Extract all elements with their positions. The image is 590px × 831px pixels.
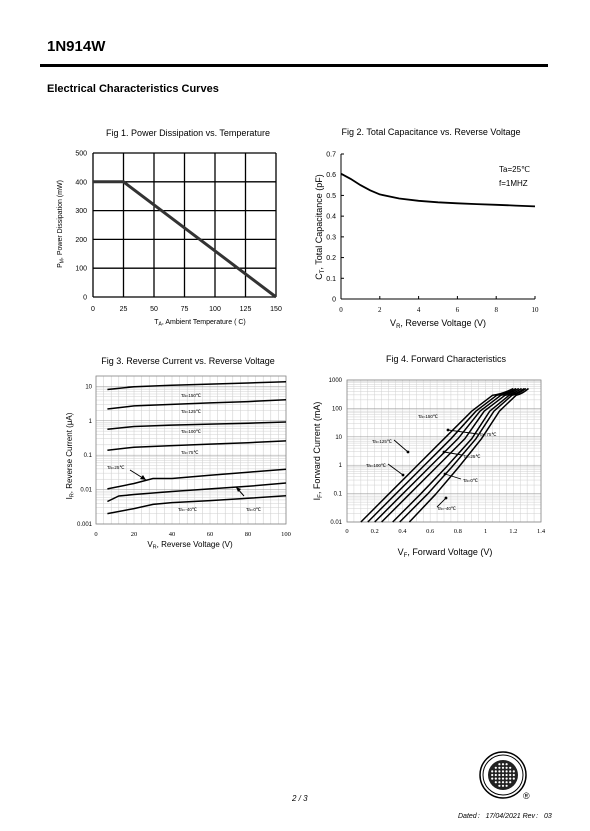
fig3-ytick: 0.01 (80, 487, 92, 494)
fig4-ylabel: $I_F$, Forward Current (mA) (312, 401, 324, 501)
fig2-title: Fig 2. Total Capacitance vs. Reverse Voltage (341, 127, 521, 137)
fig2-xtick: 10 (531, 306, 539, 314)
fig1-xtick: 50 (150, 306, 158, 313)
fig2-chart (314, 127, 539, 330)
fig1-ytick: 200 (75, 236, 87, 244)
seal-dot (506, 778, 508, 780)
fig4-ytick: 0.01 (330, 520, 342, 526)
seal-dot (498, 763, 500, 765)
fig1-xlabel: $T_A$, Ambient Temperature ( C) (154, 319, 246, 328)
fig4-xtick: 0.4 (398, 528, 407, 535)
fig3-series-label: Ta=-40℃ (178, 507, 197, 512)
seal-dot (502, 774, 504, 776)
fig2-ylabel: $C_T$, Total Capacitance (pF) (314, 174, 326, 280)
fig1-ytick: 500 (75, 150, 87, 158)
fig2-ytick: 0.4 (326, 213, 336, 221)
seal-dot (506, 763, 508, 765)
fig3-series-label: Ta=125℃ (181, 409, 201, 414)
fig4-ytick: 100 (331, 406, 342, 413)
fig2-ytick: 0.7 (326, 151, 336, 159)
fig4-ytick: 0.1 (333, 491, 342, 498)
fig2-xlabel: $V_R$, Reverse Voltage (V) (390, 318, 486, 330)
seal-dot (498, 774, 500, 776)
fig2-ytick: 0.2 (326, 255, 336, 263)
fig4-xtick: 1 (483, 528, 488, 535)
fig4-xtick: 0.8 (453, 528, 462, 535)
fig4-arrowhead (443, 451, 446, 454)
fig2-ticks (326, 152, 539, 315)
fig1-ylabel: $P_M$, Power Dissipation (mW) (57, 180, 66, 268)
fig1-chart (57, 128, 282, 328)
seal-dot (495, 767, 497, 769)
fig3-series-label: Ta=75℃ (181, 450, 199, 455)
fig4-series-label: Ta=75℃ (479, 432, 497, 437)
fig3-series-label: Ta=100℃ (181, 429, 201, 434)
fig4-arrowhead (447, 429, 450, 432)
fig1-ytick: 100 (75, 265, 87, 273)
seal-dot (502, 770, 504, 772)
seal-dot (506, 785, 508, 787)
fig3-title: Fig 3. Reverse Current vs. Reverse Voltage (101, 356, 275, 366)
fig3-ylabel: IR, Reverse Current (μA) (65, 412, 76, 500)
seal-dot (513, 770, 515, 772)
fig4-xtick: 0.2 (370, 528, 379, 535)
fig2-annotation-temp: Ta=25℃ (499, 165, 531, 174)
fig2-ytick: 0 (332, 296, 336, 304)
fig1-ytick: 400 (75, 179, 87, 187)
fig4-series-label: Ta=25℃ (463, 454, 481, 459)
seal-dot (498, 767, 500, 769)
seal-dot (502, 785, 504, 787)
fig4-arrowhead (402, 474, 405, 477)
fig3-xtick: 20 (130, 531, 138, 538)
registered-mark: ® (523, 791, 530, 801)
fig3-xtick: 60 (206, 531, 214, 538)
seal-dot (495, 774, 497, 776)
fig2-ytick: 0.1 (326, 275, 336, 283)
fig3-series-label: Ta=25℃ (107, 465, 125, 470)
fig2-xtick: 6 (455, 306, 460, 314)
seal-dot (495, 770, 497, 772)
fig4-xlabel: $V_F$, Forward Voltage (V) (397, 547, 493, 559)
fig4-series-label: Ta=100℃ (366, 463, 386, 468)
fig3-ytick: 10 (85, 384, 92, 391)
seal-dot (495, 781, 497, 783)
fig1-xtick: 0 (91, 306, 95, 313)
fig1-ytick: 300 (75, 208, 87, 216)
seal-dot (513, 774, 515, 776)
fig4-xtick: 0 (345, 528, 349, 535)
fig3-ytick: 0.001 (76, 522, 92, 528)
fig3-xtick: 0 (94, 531, 98, 538)
seal-dot (502, 781, 504, 783)
fig2-frame (341, 154, 535, 299)
fig2-ytick: 0.5 (326, 192, 336, 200)
fig2-xtick: 8 (494, 306, 498, 314)
seal-dot (491, 774, 493, 776)
fig2-ytick: 0.6 (326, 172, 336, 180)
fig3-xtick: 100 (281, 531, 291, 538)
seal-dot (498, 785, 500, 787)
fig1-xtick: 150 (270, 306, 282, 313)
fig3-chart (65, 356, 291, 551)
fig1-title: Fig 1. Power Dissipation vs. Temperature (106, 128, 270, 138)
fig4-series-label: Ta=150℃ (418, 414, 438, 419)
seal-dot (509, 778, 511, 780)
seal-dot (495, 778, 497, 780)
section-title: Electrical Characteristics Curves (47, 83, 219, 95)
seal-dot (502, 763, 504, 765)
footer-dated: Dated： 17/04/2021 Rev： 03 (458, 813, 552, 820)
fig3-series-label: Ta=0℃ (246, 507, 261, 512)
fig4-title: Fig 4. Forward Characteristics (385, 354, 507, 364)
fig4-arrowhead (407, 451, 410, 454)
seal-dot (506, 770, 508, 772)
fig4-xtick: 1.4 (536, 528, 546, 535)
fig3-ytick: 0.1 (83, 453, 92, 460)
seal-dot (506, 781, 508, 783)
fig1-xtick: 100 (209, 306, 221, 313)
fig2-annotation-freq: f=1MHZ (499, 179, 528, 188)
fig4-xtick: 1.2 (509, 528, 518, 535)
fig3-ytick: 1 (88, 418, 92, 425)
fig2-xtick: 4 (416, 306, 421, 314)
fig4-ytick: 1000 (328, 378, 342, 384)
fig1-ticks (75, 151, 282, 314)
seal-dot (506, 767, 508, 769)
seal-dot (491, 770, 493, 772)
page-number: 2 / 3 (292, 794, 308, 803)
seal-dot (506, 774, 508, 776)
seal-dot (498, 770, 500, 772)
fig1-xtick: 125 (239, 306, 252, 313)
seal-dot (509, 770, 511, 772)
part-number: 1N914W (47, 38, 106, 55)
fig4-ytick: 1 (338, 463, 342, 470)
fig4-arrow (394, 440, 408, 452)
seal-dot (509, 774, 511, 776)
seal-dot (509, 767, 511, 769)
seal-dot (498, 781, 500, 783)
fig4-chart (312, 354, 546, 559)
fig3-xtick: 40 (168, 531, 176, 538)
fig4-series-label: Ta=-40℃ (437, 506, 456, 511)
fig4-series-label: Ta=0℃ (463, 478, 478, 483)
seal-dot (513, 778, 515, 780)
seal-dot (491, 778, 493, 780)
fig4-arrowhead (444, 473, 447, 476)
fig2-xtick: 0 (339, 306, 343, 314)
fig4-series-label: Ta=125℃ (372, 439, 392, 444)
seal-dot (509, 781, 511, 783)
fig1-xtick: 75 (180, 306, 189, 313)
fig4-xtick: 0.6 (426, 528, 435, 535)
fig2-xtick: 2 (378, 306, 382, 314)
seal-dot (502, 778, 504, 780)
fig3-xtick: 80 (244, 531, 252, 538)
fig4-arrowhead (445, 497, 448, 500)
company-seal-logo (480, 752, 530, 801)
seal-dot (498, 778, 500, 780)
fig3-xlabel: VR, Reverse Voltage (V) (147, 540, 233, 551)
fig1-xtick: 25 (119, 306, 128, 313)
fig1-ytick: 0 (83, 294, 87, 302)
fig2-ytick: 0.3 (326, 234, 336, 242)
fig3-ticks (77, 384, 291, 538)
fig3-series-label: Ta=150℃ (181, 393, 201, 398)
fig4-ytick: 10 (335, 434, 342, 441)
seal-dot (502, 767, 504, 769)
